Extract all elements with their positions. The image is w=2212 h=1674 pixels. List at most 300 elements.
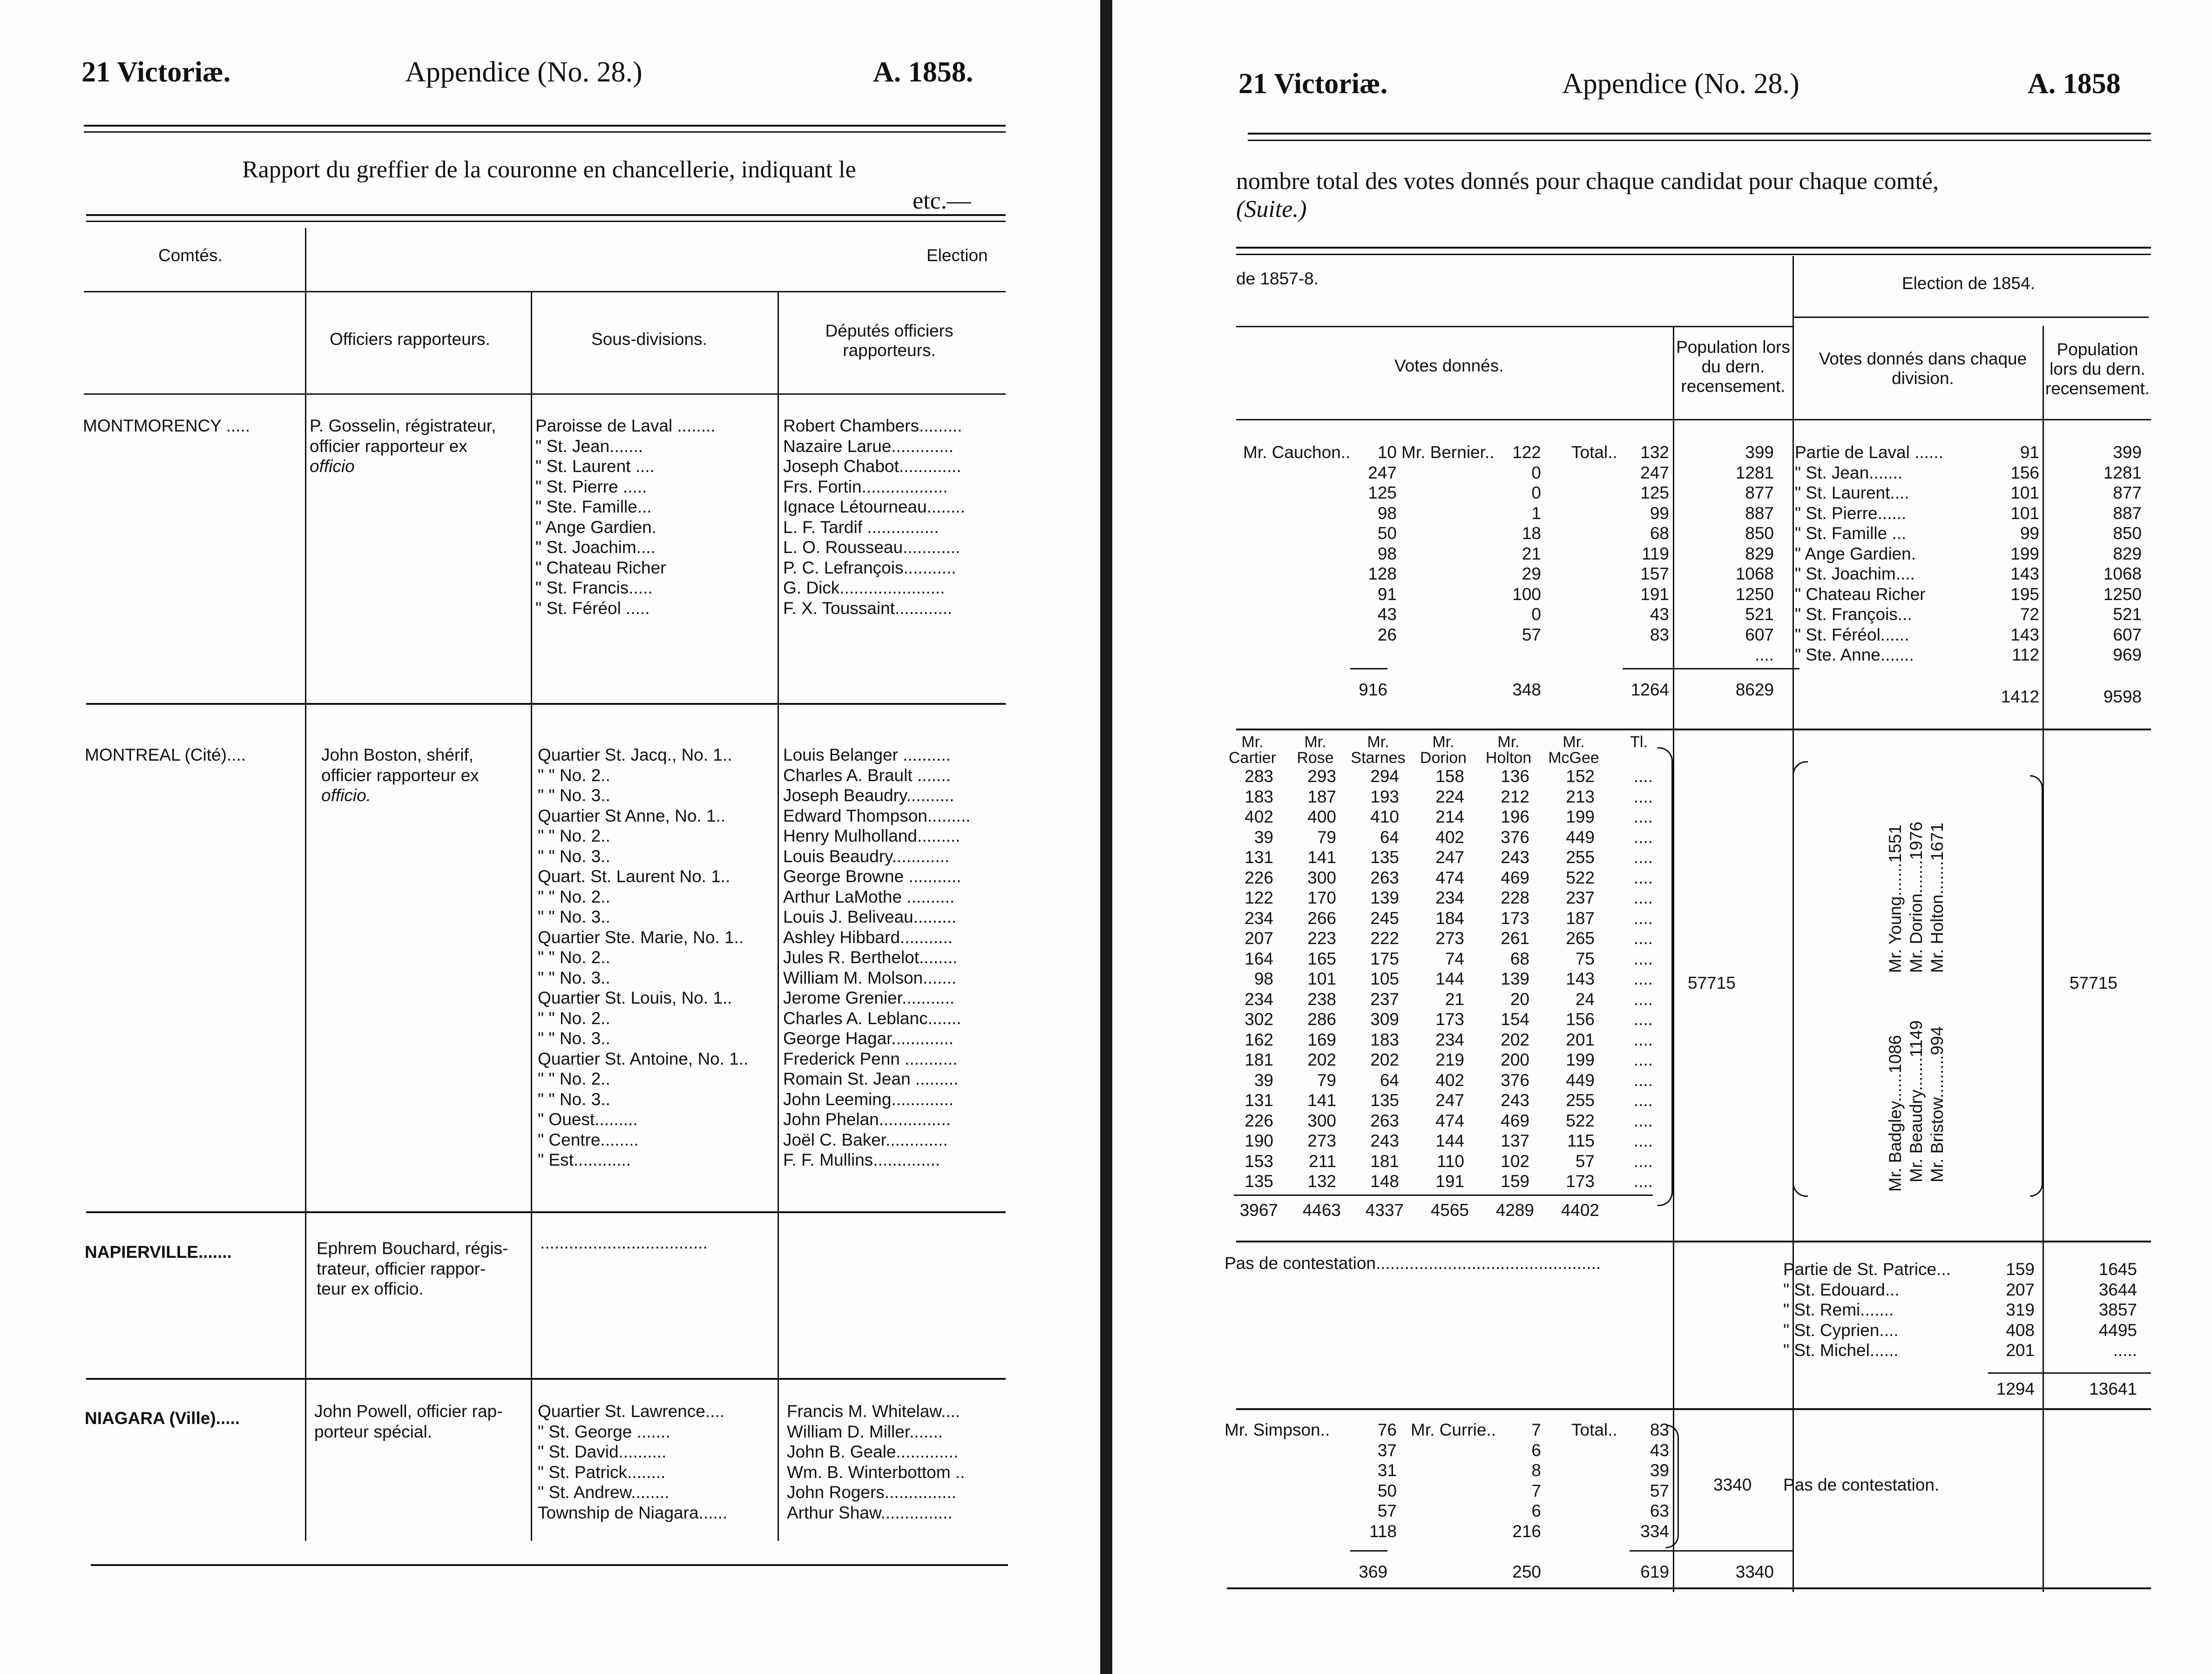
vote-cell: 223 xyxy=(1307,929,1336,948)
candidate-header: Mr. xyxy=(1241,733,1264,751)
header-year: A. 1858. xyxy=(873,56,974,88)
vote-cell: 57 xyxy=(1377,1501,1397,1520)
vote-cell: 122 xyxy=(1512,443,1541,462)
vote-cell: 173 xyxy=(1435,1010,1464,1029)
vote-cell: 125 xyxy=(1368,483,1397,502)
vote-cell: 72 xyxy=(2020,605,2039,624)
deputy-item: John Leeming............. xyxy=(783,1089,954,1109)
col-election1854: Election de 1854. xyxy=(1902,274,2035,293)
division-item: " St. Famille ... xyxy=(1795,524,1907,543)
vote-cell: 173 xyxy=(1566,1172,1595,1191)
vote-cell: 6 xyxy=(1531,1440,1541,1460)
sum-currie: 250 xyxy=(1512,1562,1541,1581)
vote-cell: 219 xyxy=(1435,1050,1464,1069)
vote-cell: 199 xyxy=(1566,1050,1595,1069)
vote-cell: 10 xyxy=(1377,443,1397,462)
subdivision-item: " " No. 2.. xyxy=(538,1008,610,1028)
subdivision-item: " " No. 3.. xyxy=(538,968,610,987)
deputy-item: Charles A. Brault ....... xyxy=(783,765,951,785)
sum-cell: 4402 xyxy=(1561,1200,1599,1220)
vote-cell: 39 xyxy=(1254,827,1273,847)
subdivision-item: Quartier St. Louis, No. 1.. xyxy=(538,988,732,1007)
vote-cell: 212 xyxy=(1501,787,1529,806)
subdivision-item: " St. Patrick........ xyxy=(538,1462,666,1482)
vote-cell: 128 xyxy=(1368,564,1397,583)
division-item: " St. Remi....... xyxy=(1783,1300,1894,1319)
vote-cell: 449 xyxy=(1566,827,1595,847)
col-deputes: Députés officiers rapporteurs. xyxy=(825,321,954,360)
vote-cell: 247 xyxy=(1368,463,1397,482)
col-officiers: Officiers rapporteurs. xyxy=(330,330,490,349)
right-page xyxy=(1122,0,2212,1674)
deputy-item: Arthur Shaw............... xyxy=(787,1503,953,1522)
vote-cell: 216 xyxy=(1512,1521,1541,1541)
vote-cell: 263 xyxy=(1370,868,1399,887)
deputy-item: F. F. Mullins.............. xyxy=(783,1150,940,1169)
vote-cell: 173 xyxy=(1501,908,1529,928)
vote-cell: 237 xyxy=(1566,888,1595,907)
vote-cell: 184 xyxy=(1435,908,1464,928)
division-item: Partie de Laval ...... xyxy=(1795,443,1943,462)
subdivision-item: " St. Laurent .... xyxy=(535,457,655,476)
deputies-niagara xyxy=(787,1401,965,1523)
subdivision-item: " St. David.......... xyxy=(538,1442,667,1461)
vote-cell: 474 xyxy=(1435,868,1464,887)
vote-cell: 522 xyxy=(1566,1111,1595,1130)
header-appendix: Appendice (No. 28.) xyxy=(405,56,643,88)
vote-cell: 112 xyxy=(2012,645,2039,664)
col-votes: Votes donnés. xyxy=(1394,356,1504,375)
vote-cell: 410 xyxy=(1370,807,1399,826)
vote-cell: 0 xyxy=(1531,605,1541,624)
vote-cell: 181 xyxy=(1370,1151,1399,1171)
cands-1854-b2: Mr. Dorion.......1976 xyxy=(1907,822,1926,973)
deputy-item: F. X. Toussaint............ xyxy=(783,598,953,618)
vote-cell: 187 xyxy=(1566,908,1595,928)
vote-cell: 43 xyxy=(1650,605,1669,624)
vote-cell: 293 xyxy=(1307,767,1336,786)
vote-cell: 98 xyxy=(1377,544,1397,563)
sum-simpson: 369 xyxy=(1359,1562,1387,1581)
vote-cell: 139 xyxy=(1370,888,1399,907)
subdivision-item: " " No. 3.. xyxy=(538,1029,610,1048)
vote-cell: 283 xyxy=(1245,767,1273,786)
subdivision-item: Quartier St. Antoine, No. 1.. xyxy=(538,1049,749,1068)
deputy-item: Jules R. Berthelot........ xyxy=(783,948,958,967)
vote-cell: 199 xyxy=(2010,544,2039,563)
vote-cell: 226 xyxy=(1245,1111,1273,1130)
subdivision-item: " " No. 2.. xyxy=(538,1069,610,1088)
vote-cell: 6 xyxy=(1531,1501,1541,1520)
candidate-header: Mr. xyxy=(1367,733,1389,751)
vote-cell: 238 xyxy=(1307,989,1336,1009)
col-de1857: de 1857-8. xyxy=(1236,269,1319,288)
vote-cell: 135 xyxy=(1370,1091,1399,1110)
subdivisions-niagara xyxy=(538,1401,727,1523)
vote-cell: 199 xyxy=(1566,807,1595,826)
vote-cell: 144 xyxy=(1435,969,1464,988)
vote-cell: 131 xyxy=(1245,1091,1273,1110)
vote-cell: 201 xyxy=(1566,1030,1595,1049)
vote-cell: 57 xyxy=(1522,625,1541,644)
vote-cell: 131 xyxy=(1245,848,1273,867)
vote-cell: 98 xyxy=(1377,503,1397,523)
deputy-item: John Phelan............... xyxy=(783,1110,951,1129)
officer-niagara: John Powell, officier rap- porteur spécial. xyxy=(314,1402,503,1441)
total-placeholder: .... xyxy=(1633,1091,1653,1110)
population-cell: 877 xyxy=(1745,483,1774,502)
vote-cell: 224 xyxy=(1435,787,1464,806)
total-placeholder: .... xyxy=(1633,767,1653,786)
subdivision-item: " St. Francis..... xyxy=(535,578,653,597)
vote-cell: 50 xyxy=(1377,1481,1397,1500)
total-placeholder: .... xyxy=(1633,787,1653,806)
vote-cell: 402 xyxy=(1435,827,1464,847)
subdivision-item: Paroisse de Laval ........ xyxy=(535,416,716,435)
cands-1854-a3-text: Mr. Bristow.........994 xyxy=(1928,1026,1947,1182)
vote-cell: 157 xyxy=(1640,564,1669,583)
vote-cell: 105 xyxy=(1370,969,1399,988)
deputies-montreal xyxy=(783,745,970,1170)
vote-cell: 376 xyxy=(1501,827,1529,847)
total-placeholder: .... xyxy=(1633,949,1653,968)
population-montreal: 57715 xyxy=(1688,973,1736,992)
vote-cell: 159 xyxy=(1501,1172,1529,1191)
sum-votes-1854: 1412 xyxy=(2001,687,2039,706)
vote-cell: 43 xyxy=(1377,605,1397,624)
population-cell: 1068 xyxy=(2103,564,2142,583)
candidate-header: Starnes xyxy=(1351,749,1406,767)
vote-cell: 474 xyxy=(1435,1111,1464,1130)
vote-cell: 469 xyxy=(1501,868,1529,887)
total-placeholder: .... xyxy=(1633,1070,1653,1090)
vote-cell: 234 xyxy=(1435,888,1464,907)
vote-cell: 37 xyxy=(1377,1440,1397,1460)
population-cell: 1281 xyxy=(2103,463,2142,482)
deputy-item: William M. Molson....... xyxy=(783,968,957,987)
deputy-item: Wm. B. Winterbottom .. xyxy=(787,1462,965,1482)
population-cell: 1645 xyxy=(2098,1260,2137,1279)
vote-cell: 243 xyxy=(1370,1131,1399,1150)
sum-bernier: 348 xyxy=(1512,680,1541,699)
deputy-item: Frs. Fortin.................. xyxy=(783,477,948,496)
division-item: " Ange Gardien. xyxy=(1795,544,1916,563)
total-placeholder: .... xyxy=(1633,1131,1653,1150)
vote-cell: 39 xyxy=(1254,1070,1273,1090)
deputy-item: Frederick Penn ........... xyxy=(783,1049,958,1068)
vote-cell: 286 xyxy=(1307,1010,1336,1029)
vote-cell: 64 xyxy=(1380,1070,1399,1090)
cand-currie: Mr. Currie.. xyxy=(1411,1420,1496,1439)
total-placeholder: .... xyxy=(1633,807,1653,826)
vote-cell: 247 xyxy=(1435,1091,1464,1110)
deputy-item: Ignace Létourneau........ xyxy=(783,497,965,516)
sum-total-niagara: 619 xyxy=(1640,1562,1669,1581)
vote-cell: 245 xyxy=(1370,908,1399,928)
vote-cell: 91 xyxy=(2020,443,2039,462)
vote-cell: 158 xyxy=(1435,767,1464,786)
vote-cell: 24 xyxy=(1575,989,1595,1009)
population-cell: .... xyxy=(1754,645,1774,664)
county-montmorency: MONTMORENCY ..... xyxy=(83,416,250,435)
vote-cell: 63 xyxy=(1650,1501,1669,1520)
sum-population: 8629 xyxy=(1735,680,1774,699)
deputy-item: Charles A. Leblanc....... xyxy=(783,1008,961,1028)
deputy-item: Francis M. Whitelaw.... xyxy=(787,1402,961,1421)
county-montreal: MONTREAL (Cité).... xyxy=(85,745,246,764)
vote-cell: 7 xyxy=(1531,1481,1541,1500)
total-label: Total.. xyxy=(1571,443,1617,462)
vote-cell: 234 xyxy=(1245,908,1273,928)
vote-cell: 57 xyxy=(1650,1481,1669,1500)
vote-cell: 135 xyxy=(1370,848,1399,867)
candidate-header: Dorion xyxy=(1420,749,1467,767)
vote-cell: 211 xyxy=(1309,1151,1336,1171)
vote-cell: 169 xyxy=(1307,1030,1336,1049)
vote-cell: 79 xyxy=(1317,1070,1336,1090)
vote-cell: 195 xyxy=(2010,584,2039,604)
vote-cell: 76 xyxy=(1377,1420,1397,1439)
vote-cell: 294 xyxy=(1370,767,1399,786)
total-placeholder: .... xyxy=(1633,929,1653,948)
vote-cell: 170 xyxy=(1307,888,1336,907)
vote-cell: 237 xyxy=(1370,989,1399,1009)
deputy-item: Arthur LaMothe .......... xyxy=(783,887,955,906)
napierville-no-contest: Pas de contestation............................................... xyxy=(1224,1254,1601,1273)
title-line-1: Rapport du greffier de la couronne en chancellerie, indiquant le xyxy=(242,156,856,183)
vote-cell: 101 xyxy=(1307,969,1336,988)
vote-cell: 191 xyxy=(1640,584,1669,604)
deputy-item: George Browne ........... xyxy=(783,867,961,886)
sum-cell: 4289 xyxy=(1495,1200,1534,1220)
population-cell: 521 xyxy=(2113,605,2142,624)
deputy-item: L. F. Tardif ............... xyxy=(783,517,939,537)
title-line-2: (Suite.) xyxy=(1236,196,1307,223)
total-placeholder: .... xyxy=(1633,868,1653,887)
vote-cell: 102 xyxy=(1501,1151,1529,1171)
subdivision-item: " " No. 2.. xyxy=(538,948,610,967)
population-cell: 607 xyxy=(2113,625,2142,644)
population-1854-napierville xyxy=(2049,1259,2137,1361)
deputy-item: Nazaire Larue............. xyxy=(783,436,954,456)
vote-cell: 135 xyxy=(1245,1172,1273,1191)
vote-cell: 43 xyxy=(1650,1440,1669,1460)
sum-cell: 3967 xyxy=(1239,1200,1278,1220)
population-cell: 3857 xyxy=(2098,1300,2137,1319)
vote-cell: 402 xyxy=(1245,807,1273,826)
deputy-item: Jerome Grenier........... xyxy=(783,988,955,1007)
population-montmorency xyxy=(1681,442,1774,665)
total-placeholder: .... xyxy=(1633,989,1653,1009)
deputies-montmorency xyxy=(783,416,965,618)
votes-total xyxy=(1611,442,1669,645)
vote-cell: 302 xyxy=(1245,1010,1273,1029)
sum-cauchon: 916 xyxy=(1359,680,1387,699)
vote-cell: 83 xyxy=(1650,625,1669,644)
vote-cell: 200 xyxy=(1501,1050,1529,1069)
population-cell: 850 xyxy=(1745,524,1774,543)
vote-cell: 143 xyxy=(2010,625,2039,644)
vote-cell: 21 xyxy=(1522,544,1541,563)
vote-cell: 255 xyxy=(1566,1091,1595,1110)
population-cell: 829 xyxy=(2113,544,2142,563)
sum-population-1854: 9598 xyxy=(2103,687,2142,706)
total-placeholder: .... xyxy=(1633,848,1653,867)
county-napierville: NAPIERVILLE....... xyxy=(85,1242,232,1262)
subdivision-item: " Est............ xyxy=(538,1150,631,1169)
subdivision-item: " St. Jean....... xyxy=(535,436,643,456)
total-placeholder: .... xyxy=(1633,1151,1653,1171)
vote-cell: 156 xyxy=(1566,1010,1595,1029)
subdivision-item: " St. Pierre ..... xyxy=(535,477,647,496)
vote-cell: 136 xyxy=(1501,767,1529,786)
subdivision-item: Quart. St. Laurent No. 1.. xyxy=(538,867,731,886)
deputy-item: Joseph Chabot............. xyxy=(783,457,961,476)
total-placeholder: .... xyxy=(1633,827,1653,847)
vote-cell: 228 xyxy=(1501,888,1529,907)
vote-cell: 99 xyxy=(1650,503,1669,523)
col-population-1854: Population lors du dern. recensement. xyxy=(2045,340,2150,398)
vote-cell: 139 xyxy=(1501,969,1529,988)
subdivision-item: " " No. 2.. xyxy=(538,887,610,906)
cand-simpson: Mr. Simpson.. xyxy=(1224,1420,1330,1439)
division-item: " St. Jean....... xyxy=(1795,463,1903,482)
vote-cell: 266 xyxy=(1307,908,1336,928)
header-year: A. 1858 xyxy=(2028,68,2121,100)
vote-cell: 100 xyxy=(1512,584,1541,604)
deputy-item: Edward Thompson......... xyxy=(783,806,971,825)
subdivision-item: Township de Niagara...... xyxy=(538,1503,728,1522)
subdivision-item: " St. George ....... xyxy=(538,1422,670,1441)
vote-cell: 118 xyxy=(1369,1521,1397,1541)
candidate-header: Cartier xyxy=(1228,749,1277,767)
niagara-no-contest: Pas de contestation. xyxy=(1783,1475,1940,1494)
sum-cell: 4463 xyxy=(1302,1200,1341,1220)
vote-cell: 469 xyxy=(1501,1111,1529,1130)
total-placeholder: .... xyxy=(1633,1030,1653,1049)
population-cell: 1281 xyxy=(1735,463,1774,482)
vote-cell: 99 xyxy=(2020,524,2039,543)
vote-cell: 183 xyxy=(1245,787,1273,806)
divisions-1854-napierville xyxy=(1783,1259,1951,1361)
cands-1854-b3: Mr. Holton.......1671 xyxy=(1928,823,1947,973)
subdivision-item: " Centre........ xyxy=(538,1130,639,1149)
vote-cell: 196 xyxy=(1501,807,1529,826)
vote-cell: 400 xyxy=(1307,807,1336,826)
vote-cell: 29 xyxy=(1522,564,1541,583)
vote-cell: 91 xyxy=(1377,584,1397,604)
deputy-item: Romain St. Jean ......... xyxy=(783,1069,959,1088)
candidate-header: Mr. xyxy=(1563,733,1585,751)
deputy-item: Louis Beaudry............ xyxy=(783,846,950,866)
vote-cell: 154 xyxy=(1501,1010,1529,1029)
population-1854-montreal: 57715 xyxy=(2070,973,2117,992)
vote-cell: 247 xyxy=(1435,848,1464,867)
vote-cell: 234 xyxy=(1245,989,1273,1009)
vote-cell: 193 xyxy=(1370,787,1399,806)
population-cell: 850 xyxy=(2113,524,2142,543)
subdivisions-montmorency xyxy=(535,416,716,618)
subdivision-item: " " No. 3.. xyxy=(538,846,610,866)
vote-cell: 201 xyxy=(2006,1341,2035,1360)
deputy-item: L. O. Rousseau............ xyxy=(783,538,961,557)
vote-cell: 110 xyxy=(1437,1151,1464,1171)
population-niagara: 3340 xyxy=(1713,1475,1752,1494)
division-item: " St. Joachim.... xyxy=(1795,564,1915,583)
total-placeholder: .... xyxy=(1633,1172,1653,1191)
vote-cell: 261 xyxy=(1501,929,1529,948)
deputy-item: John B. Geale............. xyxy=(787,1442,959,1461)
votes-currie xyxy=(1485,1420,1541,1541)
vote-cell: 226 xyxy=(1245,868,1273,887)
deputy-item: George Hagar............. xyxy=(783,1029,954,1048)
vote-cell: 148 xyxy=(1370,1172,1399,1191)
vote-cell: 20 xyxy=(1510,989,1529,1009)
vote-cell: 153 xyxy=(1245,1151,1273,1171)
subdivision-item: Quartier St. Jacq., No. 1.. xyxy=(538,745,732,764)
header-session: 21 Victoriæ. xyxy=(81,56,231,88)
vote-cell: 31 xyxy=(1377,1461,1397,1480)
sum-population-niagara: 3340 xyxy=(1735,1562,1774,1581)
vote-cell: 26 xyxy=(1377,625,1397,644)
candidate-header: Tl. xyxy=(1630,733,1648,751)
vote-cell: 376 xyxy=(1501,1070,1529,1090)
vote-cell: 144 xyxy=(1435,1131,1464,1150)
population-cell: 521 xyxy=(1745,605,1774,624)
subdivision-item: " St. Andrew........ xyxy=(538,1483,670,1502)
votes-1854-montmorency xyxy=(1983,442,2039,665)
population-cell: 607 xyxy=(1745,625,1774,644)
votes-simpson xyxy=(1336,1420,1397,1541)
population-cell: 399 xyxy=(1745,443,1774,462)
cands-1854-a1: Mr. Badgley......1086 xyxy=(1886,1035,1905,1192)
cands-1854-b1: Mr. Young.......1551 xyxy=(1886,824,1905,973)
population-cell: 1068 xyxy=(1735,564,1774,583)
vote-cell: 164 xyxy=(1245,949,1273,968)
total-placeholder: .... xyxy=(1633,969,1653,988)
sum-cell: 4565 xyxy=(1430,1200,1469,1220)
vote-cell: 8 xyxy=(1531,1461,1541,1480)
deputy-item: Ashley Hibbard........... xyxy=(783,927,953,947)
deputy-item: John Rogers............... xyxy=(787,1483,956,1502)
cand-bernier: Mr. Bernier.. xyxy=(1401,443,1495,462)
deputy-item: Henry Mulholland......... xyxy=(783,826,961,845)
vote-cell: 207 xyxy=(2006,1280,2035,1299)
vote-cell: 57 xyxy=(1575,1151,1595,1171)
cand-cauchon: Mr. Cauchon.. xyxy=(1243,443,1351,462)
subdivision-item: " " No. 3.. xyxy=(538,786,610,805)
vote-cell: 137 xyxy=(1501,1131,1529,1150)
vote-cell: 115 xyxy=(1567,1131,1595,1150)
population-cell: 969 xyxy=(2113,645,2142,664)
vote-cell: 75 xyxy=(1575,949,1595,968)
vote-cell: 191 xyxy=(1435,1172,1464,1191)
population-cell: 829 xyxy=(1745,544,1774,563)
population-cell: 4495 xyxy=(2098,1320,2137,1340)
population-cell: 887 xyxy=(2113,503,2142,523)
vote-cell: 402 xyxy=(1435,1070,1464,1090)
deputy-item: Robert Chambers......... xyxy=(783,416,962,435)
vote-cell: 50 xyxy=(1377,524,1397,543)
vote-cell: 207 xyxy=(1245,929,1273,948)
vote-cell: 68 xyxy=(1510,949,1529,968)
sum-cell: 4337 xyxy=(1365,1200,1404,1220)
vote-cell: 125 xyxy=(1640,483,1669,502)
vote-cell: 175 xyxy=(1370,949,1399,968)
vote-cell: 0 xyxy=(1531,463,1541,482)
officer-montreal: John Boston, shérif, officier rapporteur ex officio. xyxy=(321,745,479,805)
vote-cell: 202 xyxy=(1370,1050,1399,1069)
